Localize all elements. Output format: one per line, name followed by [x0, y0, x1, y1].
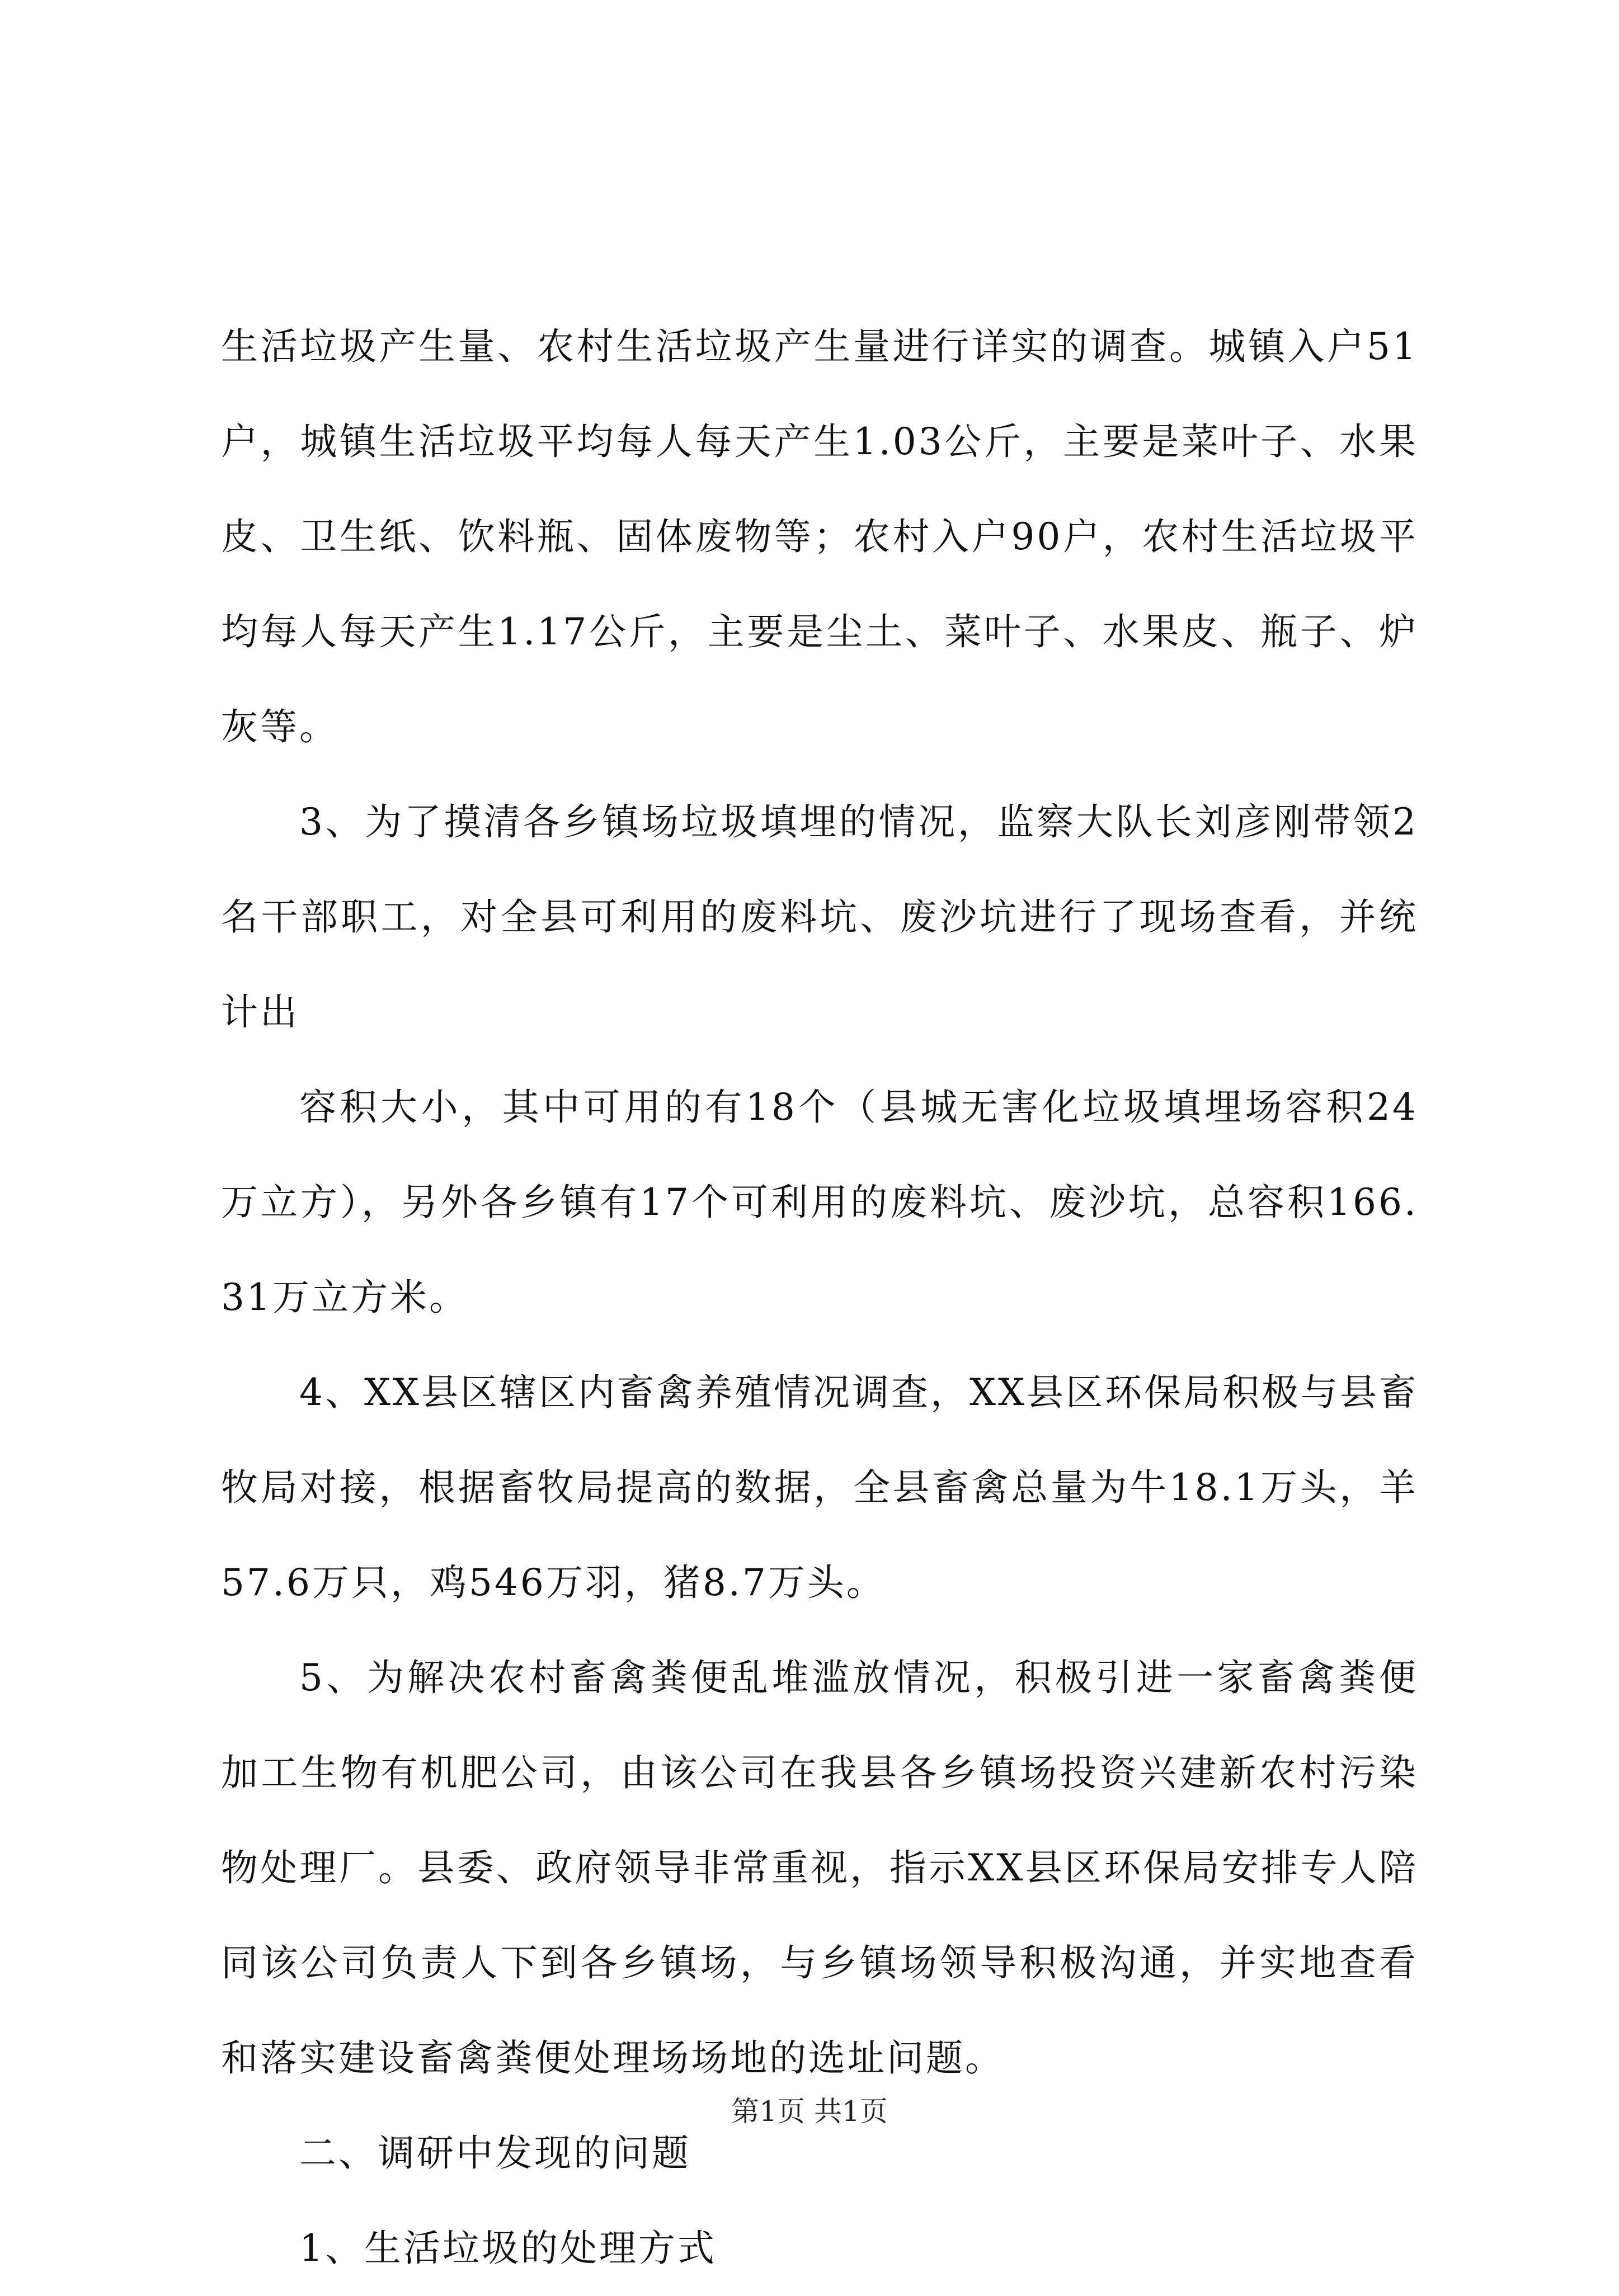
page-number-footer: 第1页 共1页 [731, 2095, 888, 2128]
section-heading-problems: 二、调研中发现的问题 [299, 2132, 691, 2175]
paragraph-livestock-survey: 4、XX县区辖区内畜禽养殖情况调查，XX县区环保局积极与县畜牧局对接，根据畜牧局提高的数据，全县畜禽总量为牛18.1万头，羊57.6万只，鸡546万羽，猪8.7万头。 [221, 1371, 1418, 1604]
subheading-garbage-treatment: 1、生活垃圾的处理方式 [299, 2227, 717, 2270]
paragraph-manure-processing: 5、为解决农村畜禽粪便乱堆滥放情况，积极引进一家畜禽粪便加工生物有机肥公司，由该公司在我县各乡镇场投资兴建新农村污染物处理厂。县委、政府领导非常重视，指示XX县区环保局安排专人陪同该公司负责人下到各乡镇场，与乡镇场领导积极沟通，并实地查看和落实建设畜禽粪便处理场场地的选址问题。 [221, 1656, 1418, 2080]
document-body [221, 299, 1418, 2296]
paragraph-landfill-capacity: 容积大小，其中可用的有18个（县城无害化垃圾填埋场容积24万立方），另外各乡镇有17个可利用的废料坑、废沙坑，总容积166.31万立方米。 [221, 1086, 1418, 1319]
paragraph-landfill-inspection: 3、为了摸清各乡镇场垃圾填埋的情况，监察大队长刘彦刚带领2名干部职工，对全县可利用的废料坑、废沙坑进行了现场查看，并统计出 [221, 800, 1418, 1034]
paragraph-household-survey: 生活垃圾产生量、农村生活垃圾产生量进行详实的调查。城镇入户51户，城镇生活垃圾平均每人每天产生1.03公斤，主要是菜叶子、水果皮、卫生纸、饮料瓶、固体废物等；农村入户90户，农村生活垃圾平均每人每天产生1.17公斤，主要是尘土、菜叶子、水果皮、瓶子、炉灰等。 [221, 325, 1418, 748]
